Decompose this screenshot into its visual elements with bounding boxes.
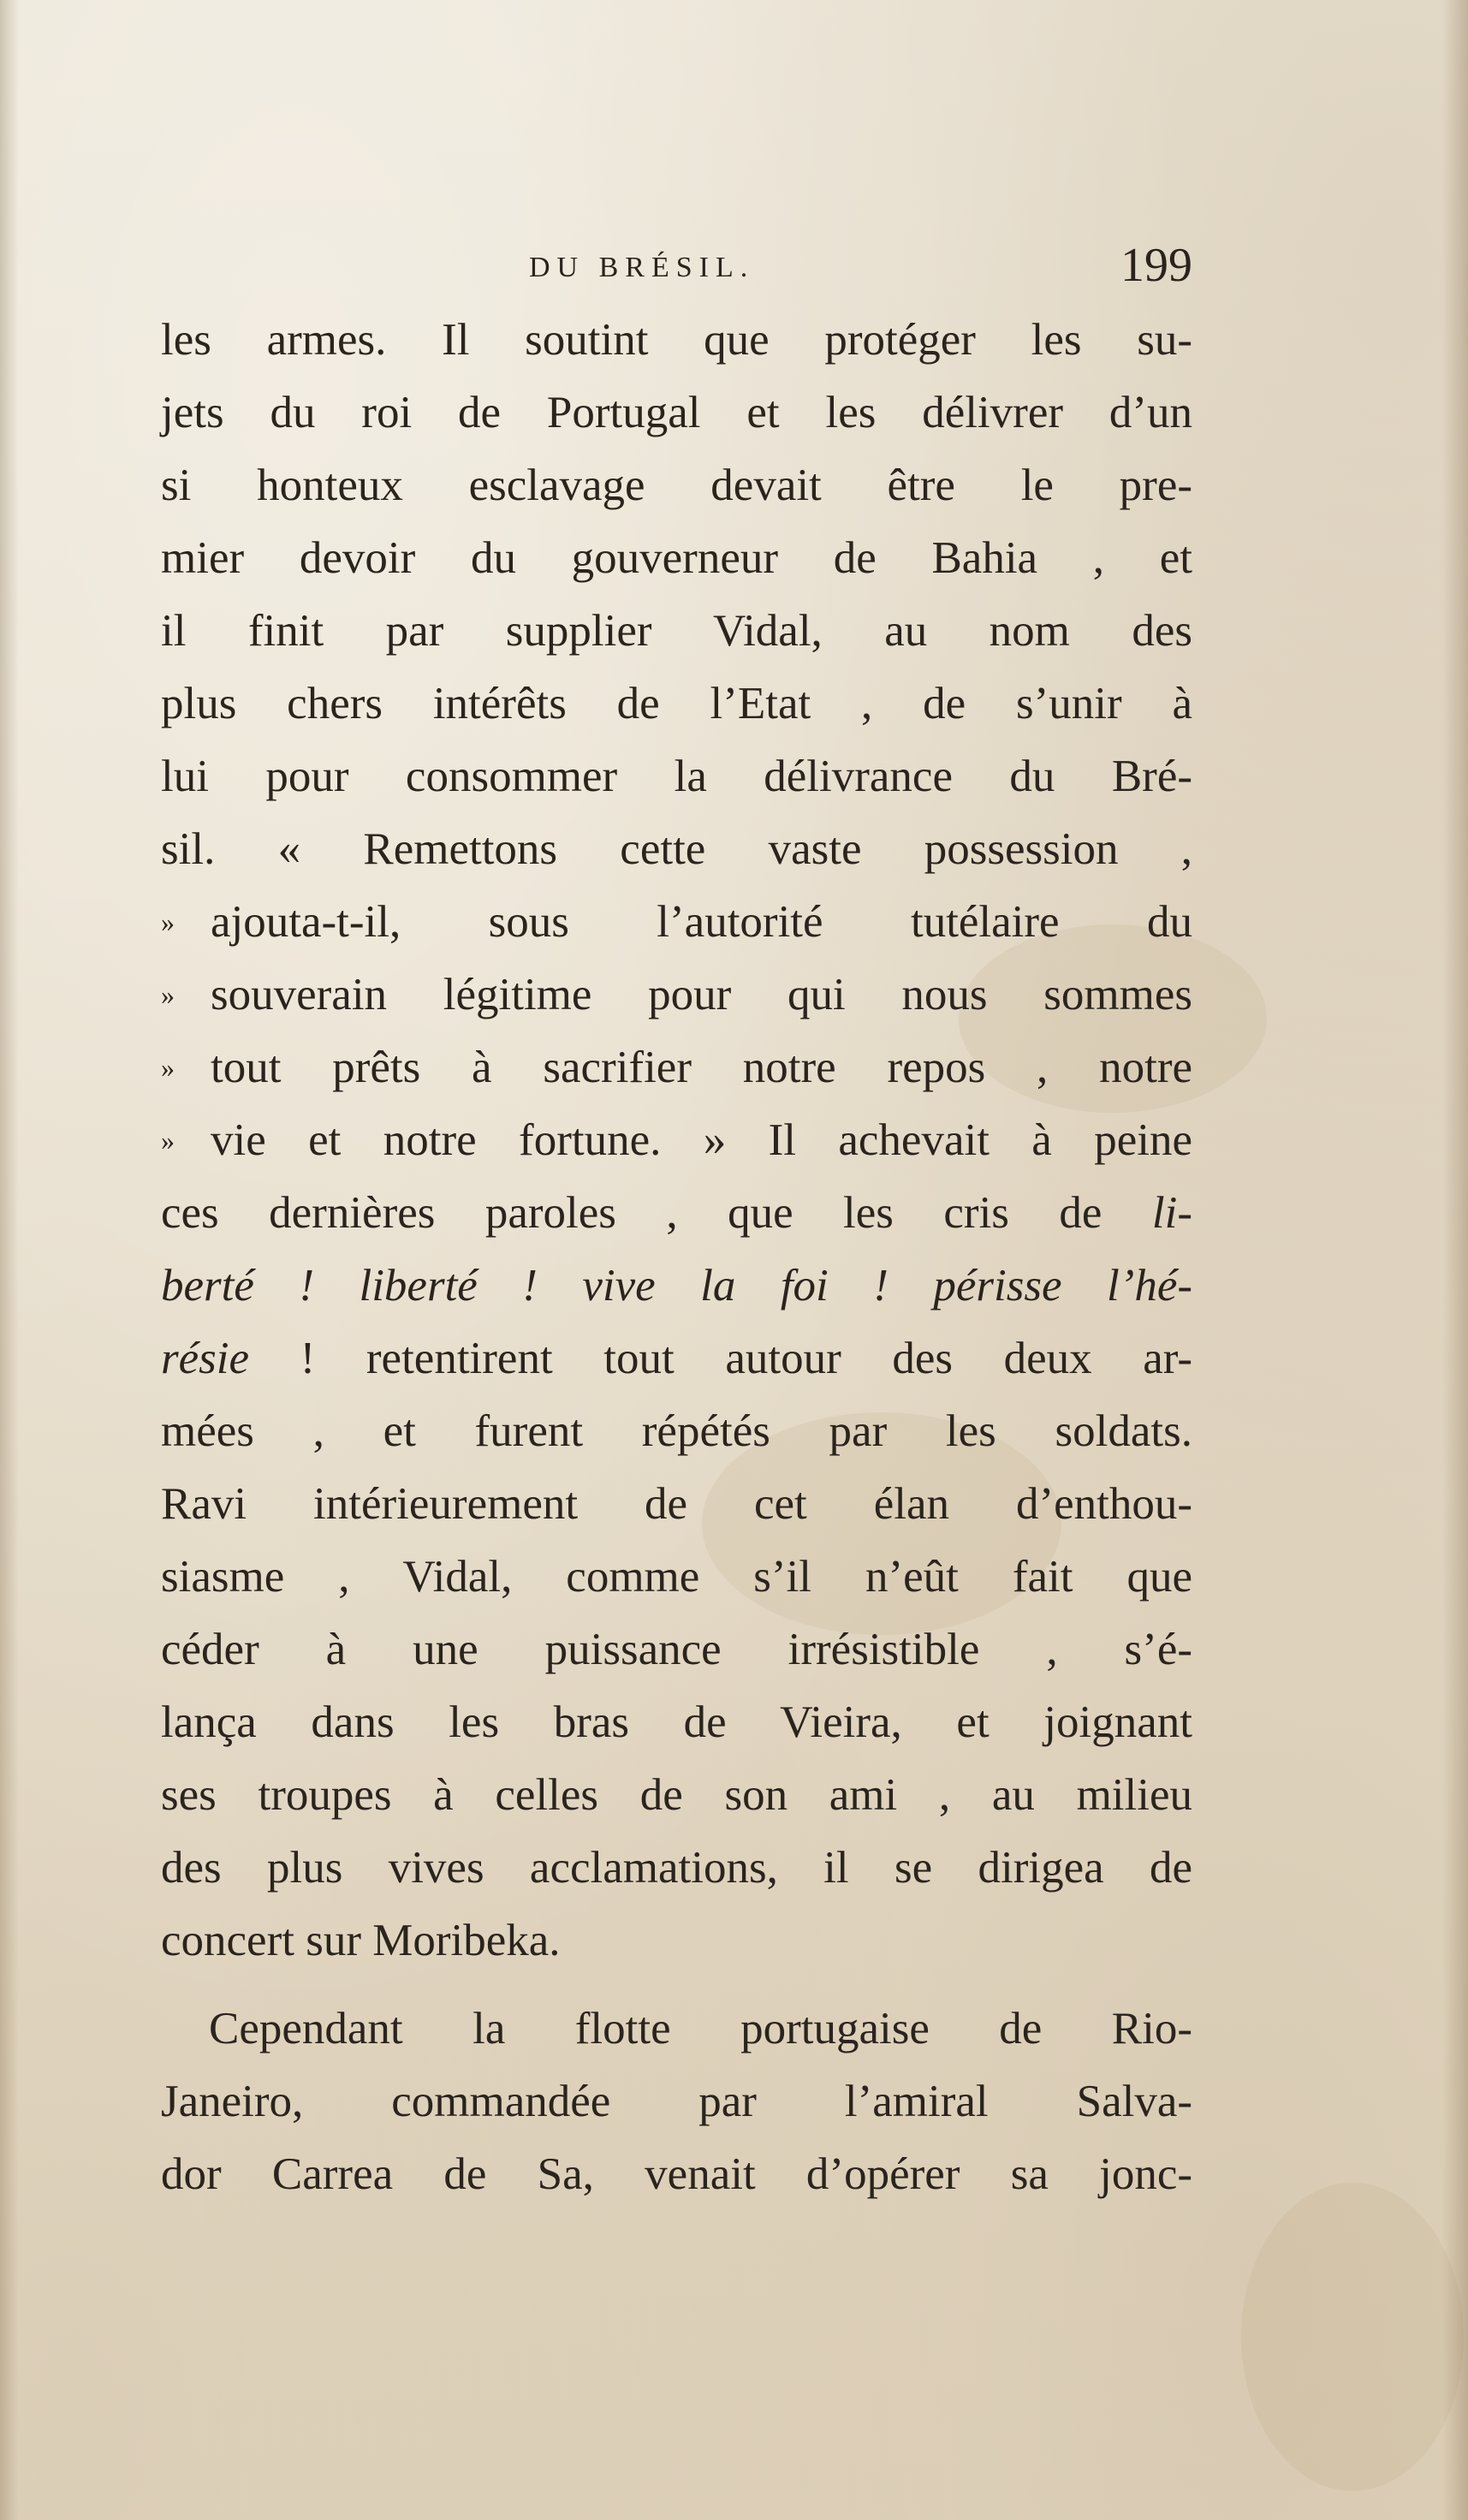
- quoted-line: » souverain légitime pour qui nous sommes: [161, 959, 1192, 1031]
- text-line: ces dernières paroles , que les cris de li-: [161, 1188, 1192, 1238]
- text-line: siasme , Vidal, comme s’il n’eût fait que: [161, 1552, 1192, 1602]
- quote-mark: »: [161, 1125, 175, 1156]
- text-line: jets du roi de Portugal et les délivrer d’un: [161, 388, 1192, 437]
- text-line: sil. « Remettons cette vaste possession ,: [161, 824, 1192, 874]
- text-line: Janeiro, commandée par l’amiral Salva-: [161, 2077, 1192, 2126]
- body-text: [161, 304, 1192, 2211]
- italic-text: résie: [161, 1334, 250, 1383]
- text-line: des plus vives acclamations, il se dirigea de: [161, 1843, 1192, 1893]
- text-line: ses troupes à celles de son ami , au milieu: [161, 1770, 1192, 1820]
- page-edge-shadow-right: [1442, 0, 1468, 2520]
- quote-mark: »: [161, 906, 175, 937]
- text-line: résie ! retentirent tout autour des deux ar-: [161, 1334, 1192, 1383]
- italic-text: li-: [1151, 1188, 1192, 1238]
- running-head: [161, 241, 1192, 293]
- page-edge-shadow-left: [0, 0, 19, 2520]
- quoted-line: » ajouta-t-il, sous l’autorité tutélaire du: [161, 886, 1192, 959]
- quoted-line: » tout prêts à sacrifier notre repos , notre: [161, 1031, 1192, 1104]
- text-line: plus chers intérêts de l’Etat , de s’unir à: [161, 679, 1192, 728]
- text-line: Ravi intérieurement de cet élan d’enthou-: [161, 1479, 1192, 1529]
- text-line: [161, 1250, 1192, 1322]
- text-line: lui pour consommer la délivrance du Bré-: [161, 752, 1192, 801]
- paragraph-end-line: concert sur Moribeka.: [161, 1916, 561, 1965]
- quote-mark: »: [161, 1052, 175, 1083]
- text-line: mées , et furent répétés par les soldats.: [161, 1406, 1192, 1456]
- paper-stain: [1241, 2183, 1464, 2491]
- text-line: il finit par supplier Vidal, au nom des: [161, 606, 1192, 656]
- paragraph-start-line: Cependant la flotte portugaise de Rio-: [209, 2004, 1192, 2053]
- text-line: dor Carrea de Sa, venait d’opérer sa jonc-: [161, 2149, 1192, 2199]
- page-number: 199: [1120, 239, 1192, 292]
- text-line: lança dans les bras de Vieira, et joignant: [161, 1697, 1192, 1747]
- running-title: DU BRÉSIL.: [529, 252, 755, 283]
- text-line: céder à une puissance irrésistible , s’é-: [161, 1625, 1192, 1674]
- quote-mark: »: [161, 979, 175, 1010]
- text-line: mier devoir du gouverneur de Bahia , et: [161, 533, 1192, 583]
- quoted-line: » vie et notre fortune. » Il achevait à peine: [161, 1104, 1192, 1177]
- italic-text: berté ! liberté ! vive la foi ! périsse l’hé-: [161, 1261, 1192, 1311]
- text-line: les armes. Il soutint que protéger les su-: [161, 315, 1192, 365]
- text-line: si honteux esclavage devait être le pre-: [161, 461, 1192, 510]
